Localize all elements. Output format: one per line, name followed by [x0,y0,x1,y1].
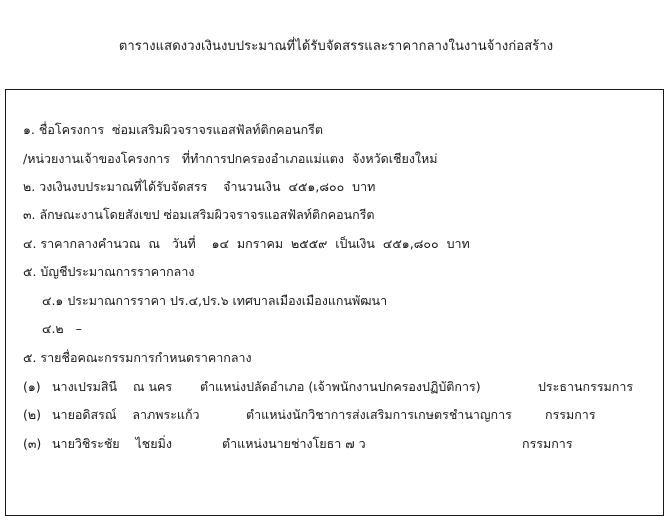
document-title: ตารางแสดงวงเงินงบประมาณที่ได้รับจัดสรรและราคากลางในงานจ้างก่อสร้าง [118,39,554,54]
committee-name: นายวิชิระชัย ไชยมิ่ง [52,436,172,451]
committee-position: ตำแหน่งนายช่างโยธา ๗ ว [222,436,366,451]
budget-line: ๒. วงเงินงบประมาณที่ได้รับจัดสรร จำนวนเงิน ๔๕๑,๘๐๐ บาท [23,179,376,194]
estimate-item-2: ๔.๒ – [42,321,82,336]
committee-name: นายอดิสรณ์ ลาภพระแก้ว [52,407,200,422]
committee-role: กรรมการ [522,436,573,451]
committee-heading: ๕. รายชื่อคณะกรรมการกำหนดราคากลาง [23,350,252,365]
estimate-item-1: ๔.๑ ประมาณการราคา ปร.๔,ปร.๖ เทศบาลเมืองเมืองแกนพัฒนา [42,293,388,308]
agency-line: /หน่วยงานเจ้าของโครงการ ที่ทำการปกครองอำเภอแม่แตง จังหวัดเชียงใหม่ [23,151,438,166]
median-price-line: ๔. ราคากลางคำนวณ ณ วันที่ ๑๔ มกราคม ๒๕๕๙ เป็นเงิน ๔๕๑,๘๐๐ บาท [23,236,470,251]
committee-position: ตำแหน่งนักวิชาการส่งเสริมการเกษตรชำนาญการ [246,407,512,422]
committee-name: นางเปรมสินี ณ นคร [52,379,173,394]
project-name-line: ๑. ชื่อโครงการ ซ่อมเสริมผิวจราจรแอสฟัลท์ติกคอนกรีต [23,122,323,137]
work-description-line: ๓. ลักษณะงานโดยสังเขป ซ่อมเสริมผิวจราจรแอสฟัลท์ติกคอนกรีต [23,207,375,222]
committee-position: ตำแหน่งปลัดอำเภอ (เจ้าพนักงานปกครองปฏิบัติการ) [200,379,481,394]
committee-number: (๒) [23,407,41,422]
committee-role: กรรมการ [545,407,596,422]
committee-number: (๑) [23,379,41,394]
committee-role: ประธานกรรมการ [538,379,634,394]
estimate-list-heading: ๕. บัญชีประมาณการราคากลาง [23,264,195,279]
committee-number: (๓) [23,436,42,451]
